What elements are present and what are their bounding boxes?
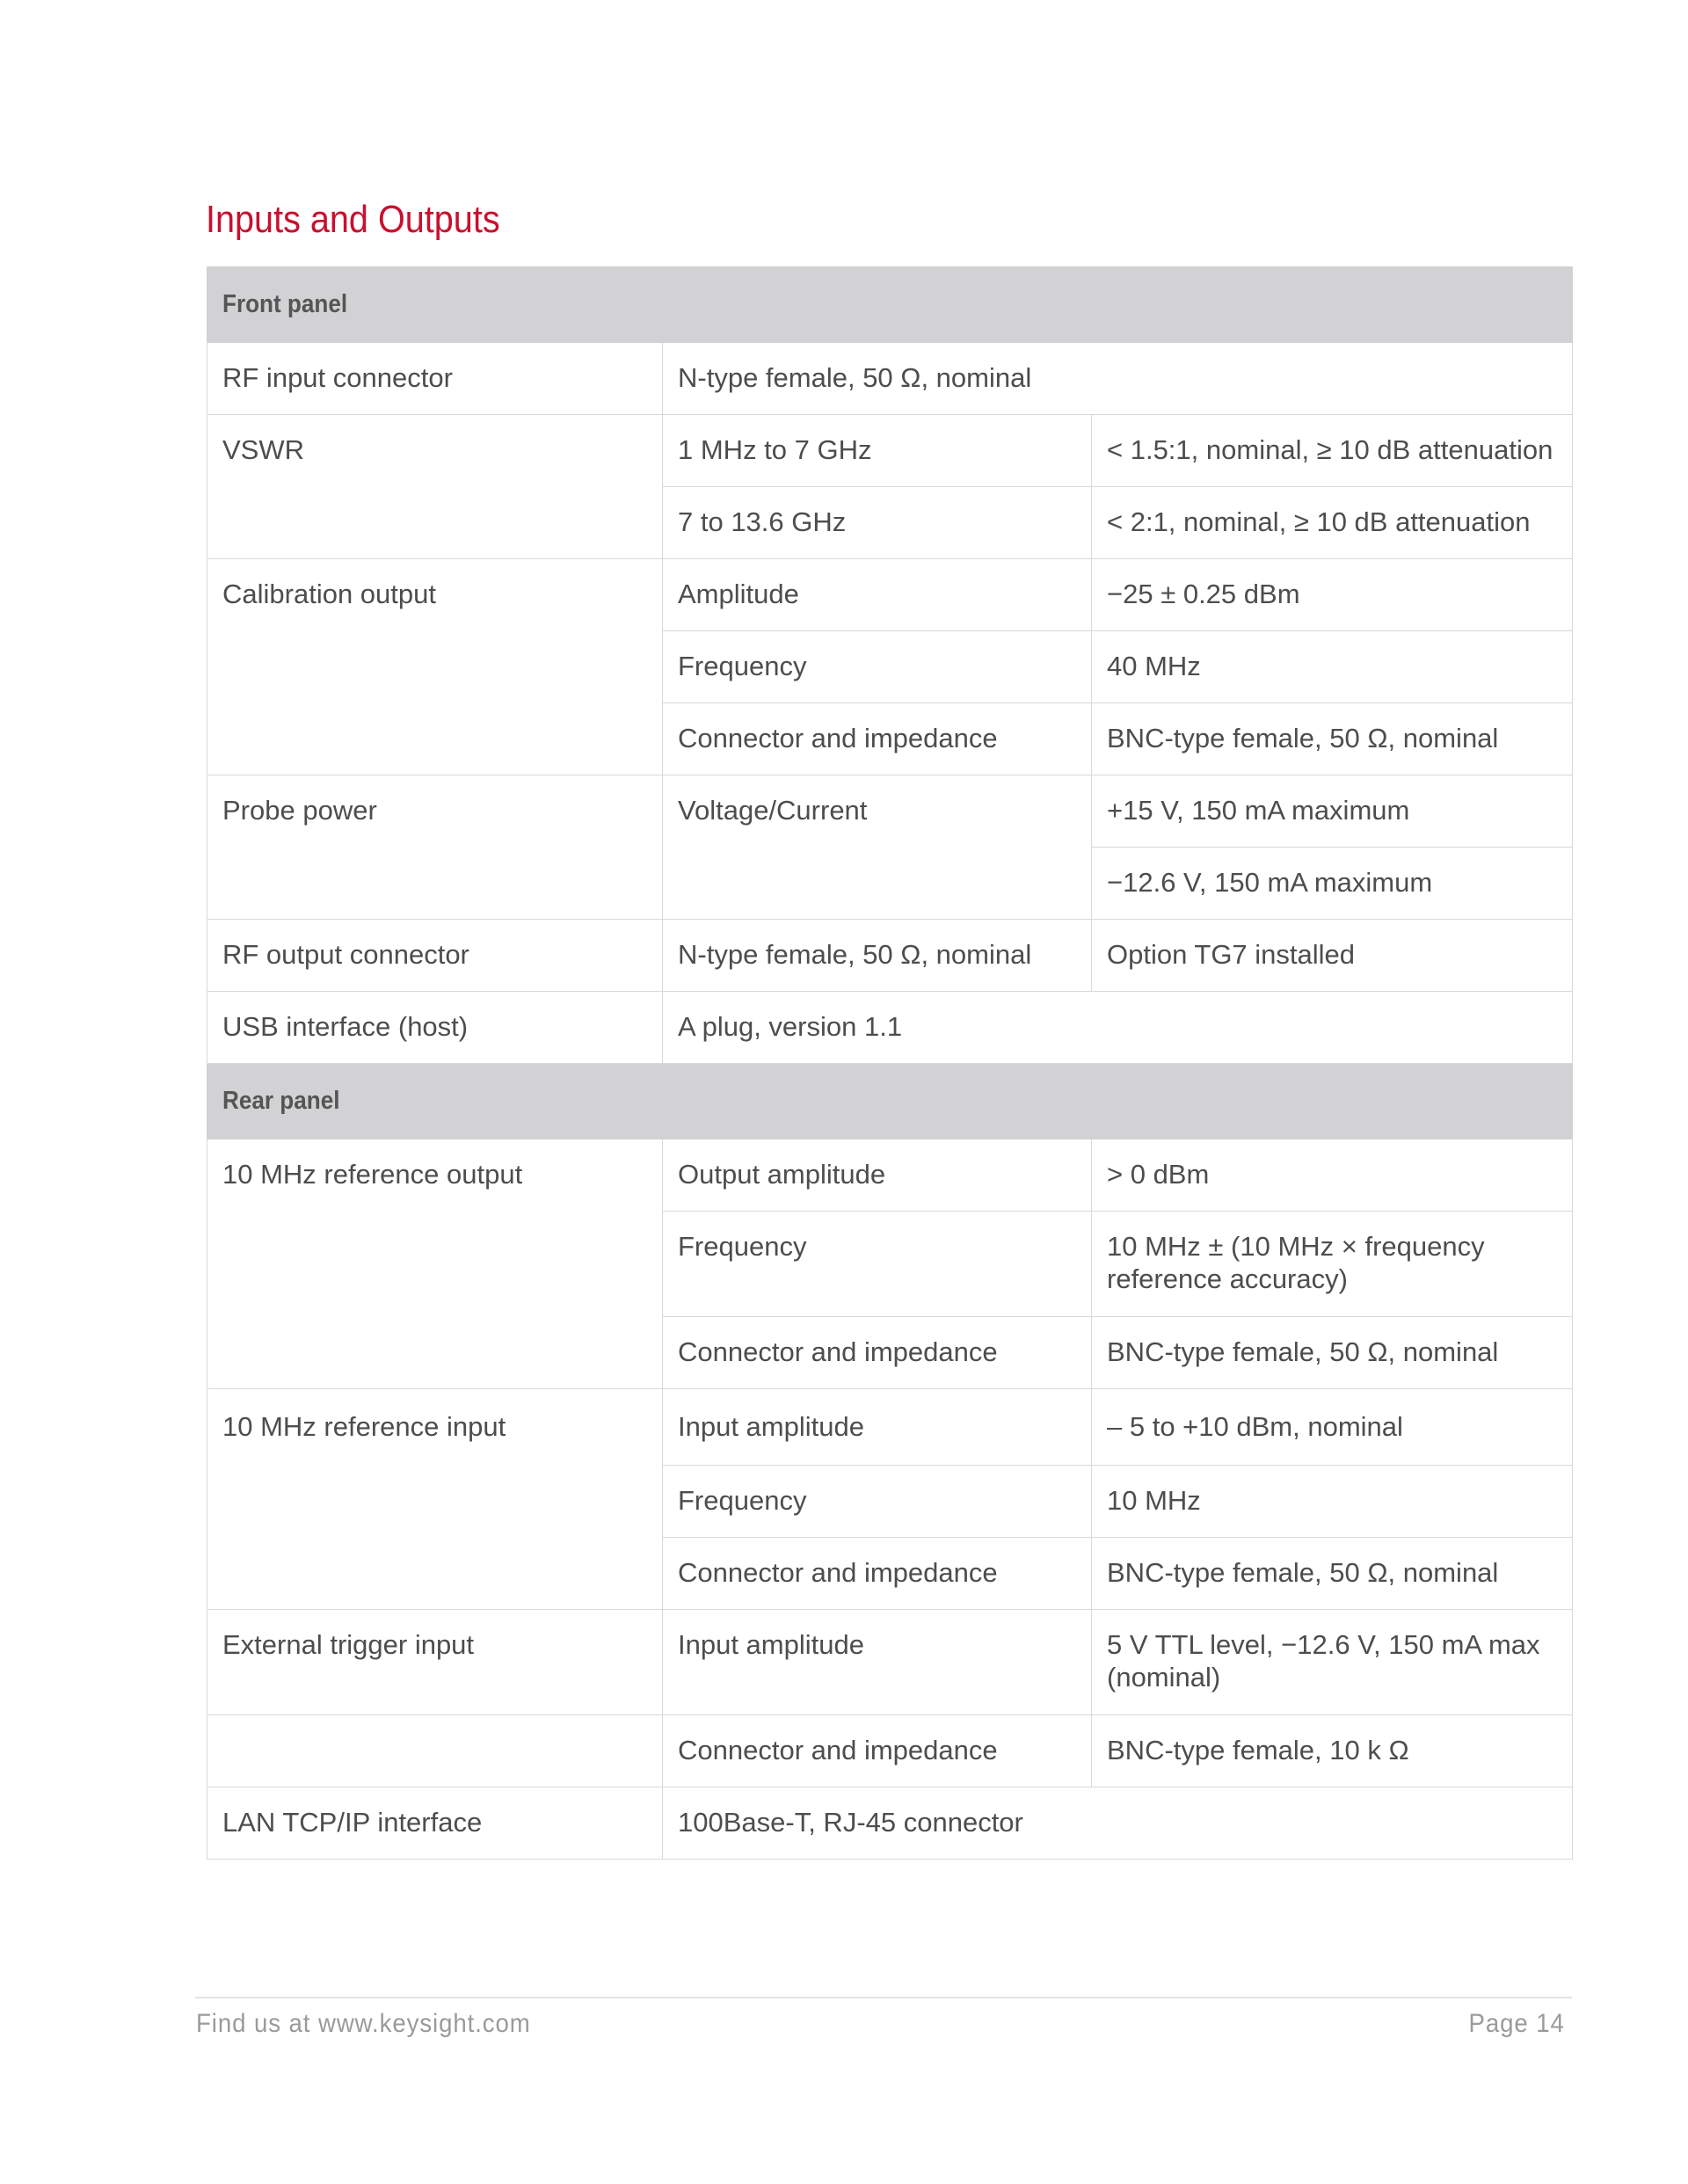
row-value: A plug, version 1.1 (663, 992, 1573, 1064)
row-label: 10 MHz reference input (207, 1389, 663, 1610)
section-header-front (207, 267, 1573, 343)
table-row-probe-power (207, 775, 1573, 848)
row-label: 10 MHz reference output (207, 1139, 663, 1389)
row-value: Option TG7 installed (1092, 920, 1573, 992)
table-row-ext-trigger (207, 1610, 1573, 1715)
footer-website: Find us at www.keysight.com (196, 2009, 531, 2038)
row-value: −25 ± 0.25 dBm (1092, 559, 1573, 631)
row-param: Connector and impedance (663, 703, 1092, 775)
row-label: VSWR (207, 415, 663, 559)
row-param: Connector and impedance (663, 1538, 1092, 1610)
row-value: 10 MHz (1092, 1466, 1573, 1538)
row-value: – 5 to +10 dBm, nominal (1092, 1389, 1573, 1466)
table-row-rf-output (207, 920, 1573, 992)
row-label: RF input connector (207, 343, 663, 415)
table-row-ref-out (207, 1139, 1573, 1212)
row-value: BNC-type female, 50 Ω, nominal (1092, 1317, 1573, 1389)
row-param: N-type female, 50 Ω, nominal (663, 920, 1092, 992)
row-param: Amplitude (663, 559, 1092, 631)
row-param: 7 to 13.6 GHz (663, 487, 1092, 559)
row-value: 40 MHz (1092, 631, 1573, 703)
row-label-empty (207, 1715, 663, 1787)
row-param: Output amplitude (663, 1139, 1092, 1212)
row-param: Frequency (663, 631, 1092, 703)
row-value: < 1.5:1, nominal, ≥ 10 dB attenuation (1092, 415, 1573, 487)
section-title: Rear panel (207, 1064, 1573, 1139)
footer-divider (195, 1997, 1572, 1998)
table-row-cal-output (207, 559, 1573, 631)
row-label: USB interface (host) (207, 992, 663, 1064)
row-param: Voltage/Current (663, 775, 1092, 920)
row-label: Calibration output (207, 559, 663, 775)
row-param: Frequency (663, 1212, 1092, 1317)
row-param: Input amplitude (663, 1610, 1092, 1715)
table-row-ext-trigger (207, 1715, 1573, 1787)
row-value: +15 V, 150 mA maximum (1092, 775, 1573, 848)
row-label: External trigger input (207, 1610, 663, 1715)
table-row-rf-input (207, 343, 1573, 415)
row-value: N-type female, 50 Ω, nominal (663, 343, 1573, 415)
row-value: BNC-type female, 50 Ω, nominal (1092, 1538, 1573, 1610)
table-row-ref-in (207, 1389, 1573, 1466)
page-number: Page 14 (1468, 2009, 1565, 2038)
row-value: < 2:1, nominal, ≥ 10 dB attenuation (1092, 487, 1573, 559)
row-value: > 0 dBm (1092, 1139, 1573, 1212)
row-param: Connector and impedance (663, 1317, 1092, 1389)
row-param: Frequency (663, 1466, 1092, 1538)
row-value: −12.6 V, 150 mA maximum (1092, 848, 1573, 920)
row-param: Input amplitude (663, 1389, 1092, 1466)
row-label: RF output connector (207, 920, 663, 992)
page-title: Inputs and Outputs (206, 198, 500, 241)
row-param: 1 MHz to 7 GHz (663, 415, 1092, 487)
row-label: LAN TCP/IP interface (207, 1787, 663, 1860)
row-label: Probe power (207, 775, 663, 920)
row-value: BNC-type female, 10 k Ω (1092, 1715, 1573, 1787)
row-value: 10 MHz ± (10 MHz × frequency reference accuracy) (1092, 1212, 1573, 1317)
spec-table (207, 266, 1573, 1860)
row-value: 5 V TTL level, −12.6 V, 150 mA max (nominal) (1092, 1610, 1573, 1715)
table-row-lan (207, 1787, 1573, 1860)
table-row-vswr (207, 415, 1573, 487)
row-param: Connector and impedance (663, 1715, 1092, 1787)
row-value: BNC-type female, 50 Ω, nominal (1092, 703, 1573, 775)
section-title: Front panel (207, 267, 1573, 343)
row-value: 100Base-T, RJ-45 connector (663, 1787, 1573, 1860)
section-header-rear (207, 1064, 1573, 1139)
table-row-usb (207, 992, 1573, 1064)
